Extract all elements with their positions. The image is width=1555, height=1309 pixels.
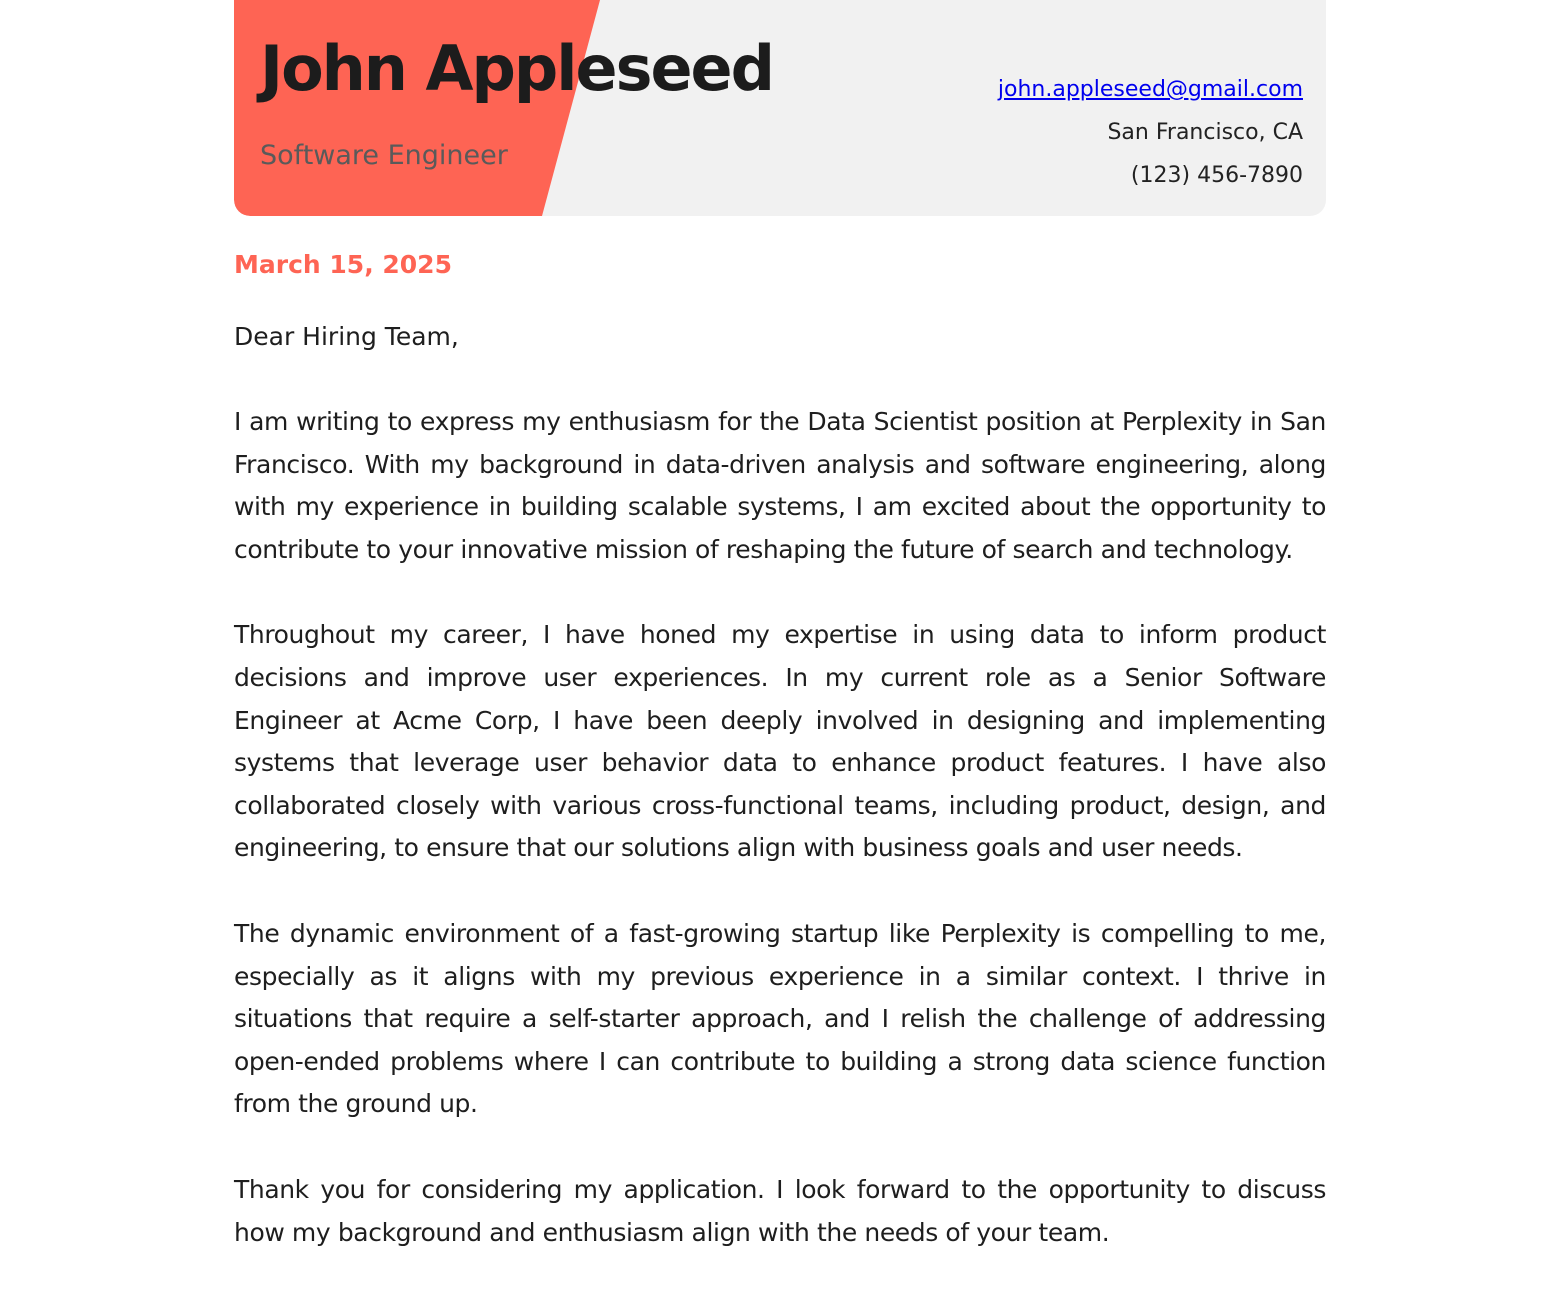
body-paragraph-1: I am writing to express my enthusiasm for the Data Scientist position at Perplexity in San Francisco. With my background in data-driven analysis and software engineering, along with my experience in building scalable systems, I am excited about the opportunity to contribute to your innovative mission of reshaping the future of search and technology. — [234, 407, 1326, 564]
email-link[interactable]: john.appleseed@gmail.com — [997, 77, 1303, 102]
letter-greeting: Dear Hiring Team, — [234, 322, 459, 351]
letter-date: March 15, 2025 — [234, 250, 452, 279]
applicant-title: Software Engineer — [260, 140, 508, 171]
body-paragraph-2: Throughout my career, I have honed my expertise in using data to inform product decisions and improve user experiences. In my current role as a Senior Software Engineer at Acme Corp, I have been deeply involved in designing and implementing systems that leverage user behavior data to enhance product features. I have also collaborated closely with various cross-functional teams, including product, design, and engineering, to ensure that our solutions align with business goals and user needs. — [234, 620, 1326, 863]
location-text: San Francisco, CA — [1107, 120, 1303, 145]
body-paragraph-3: The dynamic environment of a fast-growing startup like Perplexity is compelling to me, especially as it aligns with my previous experience in a similar context. I thrive in situations that require a self-starter approach, and I relish the challenge of addressing open-ended problems where I can contribute to building a strong data science function from the ground up. — [234, 918, 1326, 1119]
applicant-name: John Appleseed — [260, 32, 773, 105]
letter-header — [234, 0, 1326, 216]
cover-letter-page — [234, 0, 1326, 1254]
contact-block — [998, 68, 1303, 197]
phone-text: (123) 456-7890 — [1130, 163, 1303, 188]
body-paragraph-4: Thank you for considering my application. I look forward to the opportunity to discuss how my background and enthusiasm align with the needs of your team. — [234, 1174, 1326, 1247]
